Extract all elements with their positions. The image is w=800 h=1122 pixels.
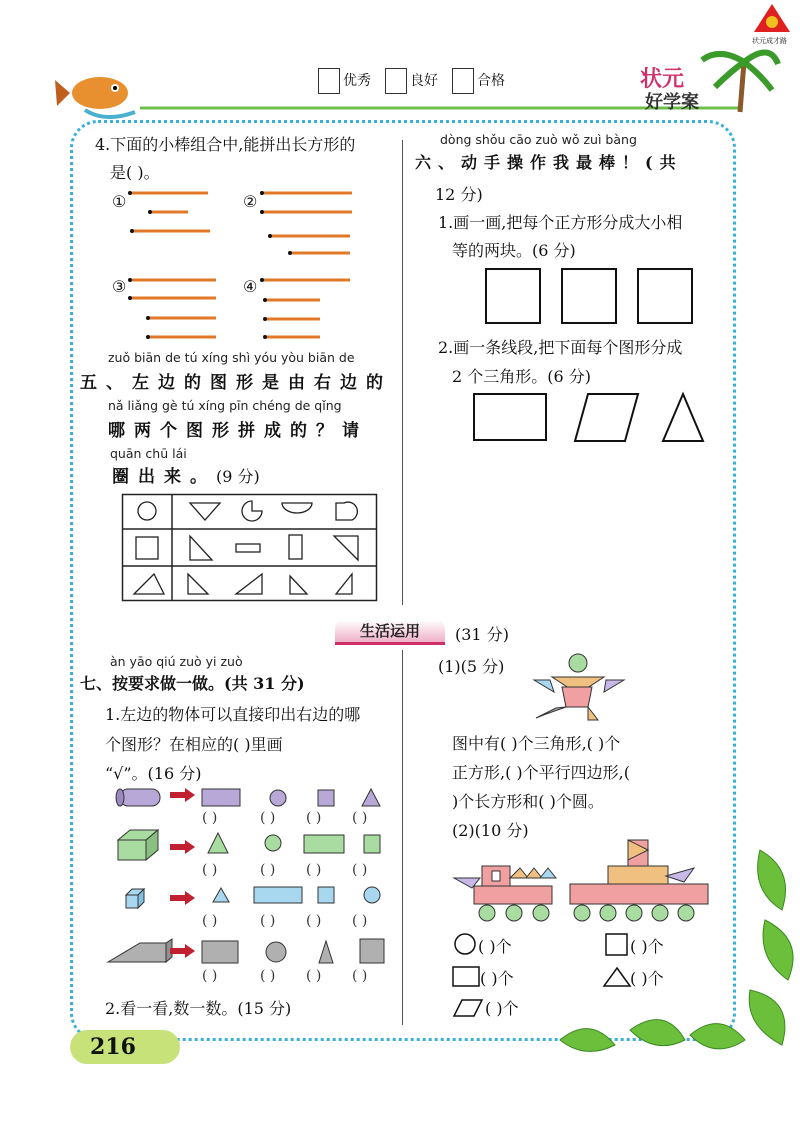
q6-s2-a: 2.画一条线段,把下面每个图形分成: [438, 338, 683, 357]
right-p2: (2)(10 分): [452, 821, 529, 840]
right-p1-a[interactable]: 图中有( )个三角形,( )个: [452, 734, 621, 753]
q6-shapes-icon[interactable]: [473, 393, 713, 445]
q4-option-3[interactable]: ③: [112, 277, 127, 296]
q7-line-1: 七、按要求做一做。(共 31 分): [80, 674, 305, 693]
count-rectangle[interactable]: ( )个: [480, 969, 514, 988]
life-score: (31 分): [455, 625, 509, 644]
count-square[interactable]: ( )个: [630, 937, 664, 956]
q7-answer-paren[interactable]: ( ): [352, 968, 368, 984]
column-divider: [402, 650, 403, 1025]
q6-s1-a: 1.画一画,把每个正方形分成大小相: [438, 213, 683, 232]
q7-answer-paren[interactable]: ( ): [260, 862, 276, 878]
brand-top: 状元: [640, 67, 685, 92]
q7-answer-paren[interactable]: ( ): [260, 913, 276, 929]
q7-answer-paren[interactable]: ( ): [202, 862, 218, 878]
count-circle[interactable]: ( )个: [478, 937, 512, 956]
rating-pass[interactable]: 合格: [452, 68, 505, 94]
q7-pinyin: àn yāo qiú zuò yi zuò: [110, 654, 243, 669]
brand-bottom: 好学案: [645, 92, 699, 113]
q5-line-3: [112, 462, 260, 487]
q4-option-4[interactable]: ④: [243, 277, 258, 296]
q6-line-1: 六、动手操作我最棒！(共: [415, 153, 683, 172]
rectangle-count-icon: [452, 966, 480, 988]
q7-answer-paren[interactable]: ( ): [306, 913, 322, 929]
q4-answer-line[interactable]: 是( )。: [110, 163, 160, 182]
q7-answer-paren[interactable]: ( ): [202, 968, 218, 984]
q7-answer-paren[interactable]: ( ): [202, 913, 218, 929]
circle-count-icon: [454, 933, 478, 957]
rating-checkbox[interactable]: [318, 68, 340, 94]
fish-mascot-icon: [55, 68, 145, 123]
tangram-figure-icon: [532, 652, 632, 722]
life-banner: 生活运用: [335, 620, 445, 645]
q5-pinyin-3: quān chū lái: [110, 446, 187, 461]
q7-answer-paren[interactable]: ( ): [352, 810, 368, 826]
q7-objects-icon: [108, 785, 393, 990]
q6-pinyin: dòng shǒu cāo zuò wǒ zuì bàng: [440, 132, 637, 147]
q7-answer-paren[interactable]: ( ): [260, 968, 276, 984]
sticks-figure-icon: [120, 185, 360, 355]
q5-line-3-text: 圈出来。: [112, 467, 216, 487]
corner-logo-icon: [752, 2, 792, 36]
palm-tree-icon: [700, 42, 780, 112]
rating-excellent[interactable]: 优秀: [318, 68, 371, 94]
q4-title: 4.下面的小棒组合中,能拼出长方形的: [95, 135, 356, 154]
q6-squares-icon[interactable]: [485, 268, 695, 328]
shapes-table-icon[interactable]: [122, 494, 377, 602]
right-p1-b[interactable]: 正方形,( )个平行四边形,(: [452, 763, 630, 782]
count-triangle[interactable]: ( )个: [630, 969, 664, 988]
count-parallelogram[interactable]: ( )个: [485, 999, 519, 1018]
q7-s1-c: “√”。(16 分): [105, 764, 202, 783]
q7-answer-paren[interactable]: ( ): [352, 862, 368, 878]
q5-line-1: 五、左边的图形是由右边的: [80, 373, 392, 393]
q5-line-2: 哪两个图形拼成的？请: [108, 421, 368, 441]
right-p1: (1)(5 分): [438, 657, 505, 676]
right-p1-c[interactable]: )个长方形和( )个圆。: [452, 792, 604, 811]
q7-answer-paren[interactable]: ( ): [260, 810, 276, 826]
q5-pinyin-1: zuǒ biān de tú xíng shì yóu yòu biān de: [108, 350, 355, 365]
q4-option-1[interactable]: ①: [112, 192, 127, 211]
column-divider: [402, 140, 403, 605]
q7-answer-paren[interactable]: ( ): [202, 810, 218, 826]
q7-s2: 2.看一看,数一数。(15 分): [105, 999, 292, 1018]
rating-good[interactable]: 良好: [385, 68, 438, 94]
q6-line-2: 12 分): [435, 185, 483, 204]
rating-checkbox[interactable]: [452, 68, 474, 94]
q7-answer-paren[interactable]: ( ): [306, 968, 322, 984]
q5-score: (9 分): [216, 467, 260, 486]
corner-logo-text: 状元成才路: [752, 37, 787, 45]
leaves-decoration-icon: [520, 840, 800, 1070]
q7-answer-paren[interactable]: ( ): [306, 810, 322, 826]
q7-s1-b: 个图形？在相应的( )里画: [105, 735, 283, 754]
q6-s2-b: 2 个三角形。(6 分): [452, 367, 592, 386]
q5-pinyin-2: nǎ liǎng gè tú xíng pīn chéng de qǐng: [108, 398, 342, 413]
q7-answer-paren[interactable]: ( ): [306, 862, 322, 878]
q4-option-2[interactable]: ②: [243, 192, 258, 211]
q7-answer-paren[interactable]: ( ): [352, 913, 368, 929]
parallelogram-count-icon: [452, 998, 484, 1018]
rating-checkbox[interactable]: [385, 68, 407, 94]
q6-s1-b: 等的两块。(6 分): [452, 241, 576, 260]
page-number: 216: [70, 1030, 180, 1064]
q7-s1-a: 1.左边的物体可以直接印出右边的哪: [105, 705, 361, 724]
